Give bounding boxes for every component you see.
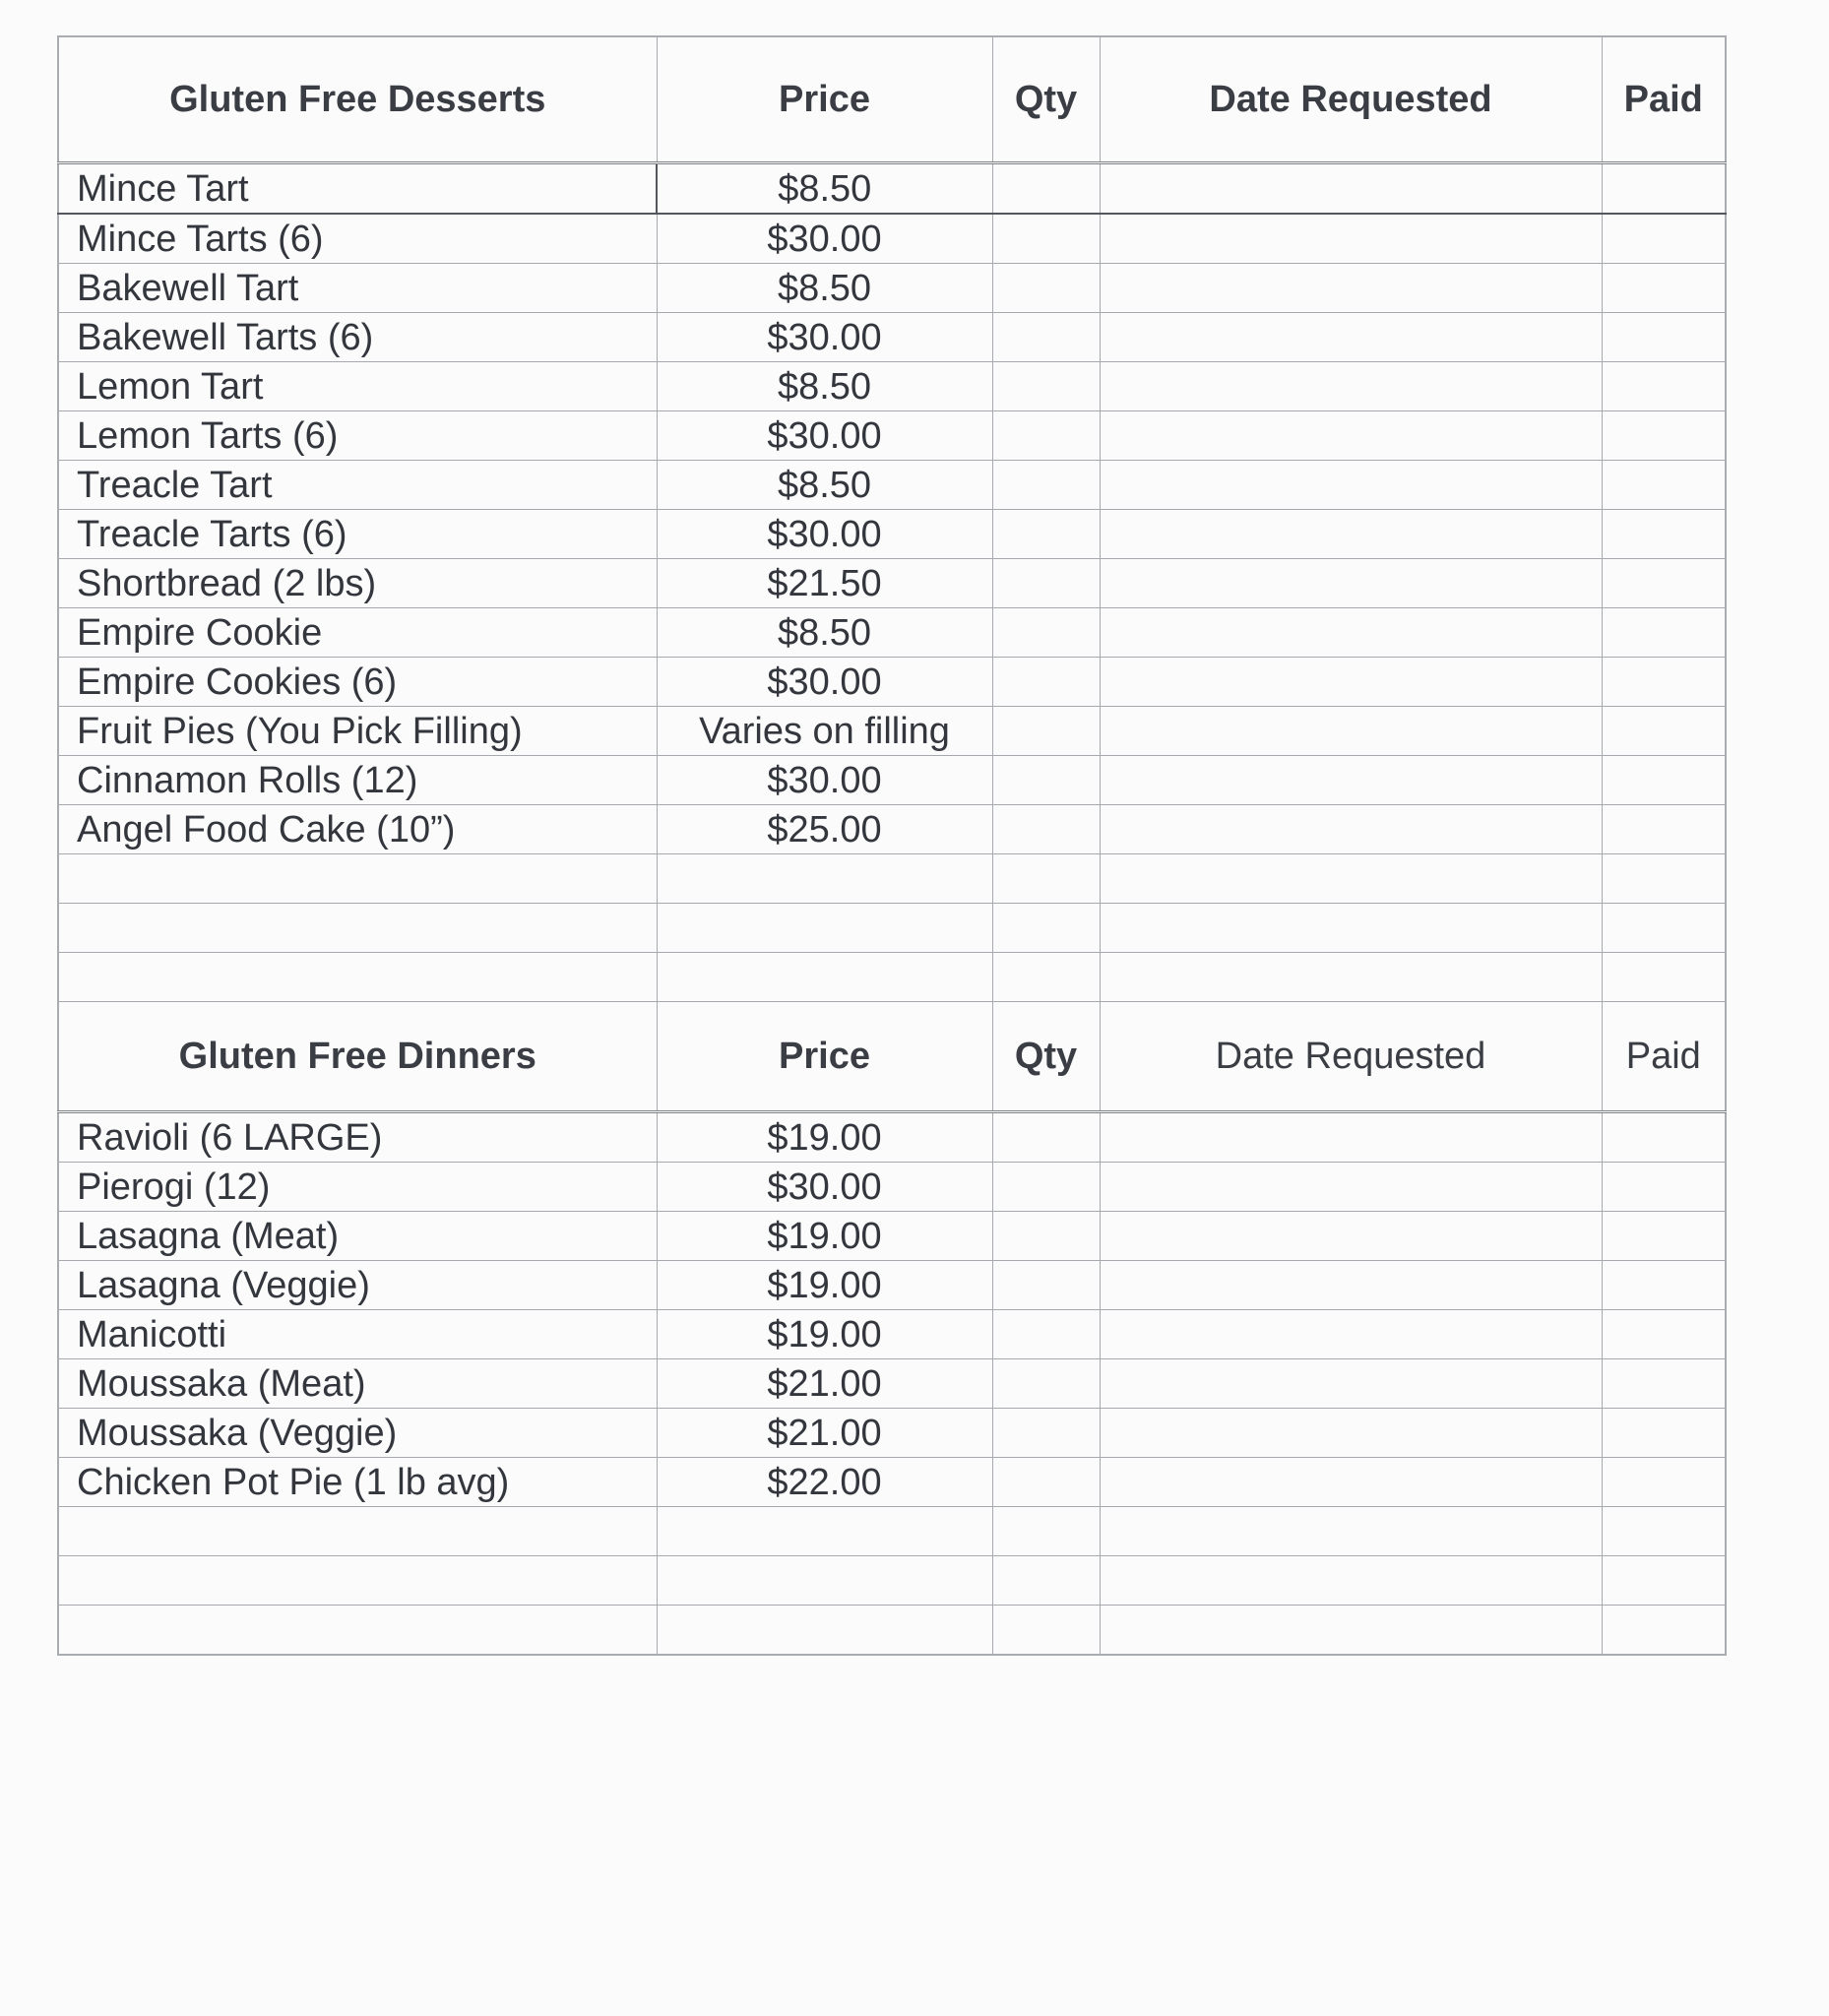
item-price: $21.50 bbox=[657, 559, 992, 608]
qty-cell[interactable] bbox=[992, 1458, 1100, 1507]
qty-cell[interactable] bbox=[992, 904, 1100, 953]
paid-cell[interactable] bbox=[1602, 1163, 1726, 1212]
paid-cell[interactable] bbox=[1602, 264, 1726, 313]
qty-cell[interactable] bbox=[992, 953, 1100, 1002]
dessert-row bbox=[58, 707, 1726, 756]
item-name: Lasagna (Meat) bbox=[58, 1212, 657, 1261]
qty-cell[interactable] bbox=[992, 1606, 1100, 1656]
dinners-paid-header: Paid bbox=[1602, 1002, 1726, 1112]
qty-cell[interactable] bbox=[992, 1409, 1100, 1458]
dinners-section-title: Gluten Free Dinners bbox=[58, 1002, 657, 1112]
date-requested-cell[interactable] bbox=[1100, 1261, 1602, 1310]
item-name: Empire Cookies (6) bbox=[58, 658, 657, 707]
item-price: $30.00 bbox=[657, 411, 992, 461]
blank-item-cell[interactable] bbox=[58, 904, 657, 953]
item-price: $25.00 bbox=[657, 805, 992, 854]
date-requested-cell[interactable] bbox=[1100, 904, 1602, 953]
dessert-row bbox=[58, 264, 1726, 313]
item-price: $8.50 bbox=[657, 362, 992, 411]
date-requested-cell[interactable] bbox=[1100, 707, 1602, 756]
paid-cell[interactable] bbox=[1602, 1112, 1726, 1163]
paid-cell[interactable] bbox=[1602, 411, 1726, 461]
qty-cell[interactable] bbox=[992, 411, 1100, 461]
date-requested-cell[interactable] bbox=[1100, 264, 1602, 313]
dinner-row bbox=[58, 1359, 1726, 1409]
date-requested-cell[interactable] bbox=[1100, 1606, 1602, 1656]
qty-cell[interactable] bbox=[992, 1163, 1100, 1212]
blank-row bbox=[58, 953, 1726, 1002]
blank-item-cell[interactable] bbox=[58, 1606, 657, 1656]
paid-cell[interactable] bbox=[1602, 163, 1726, 215]
qty-cell[interactable] bbox=[992, 854, 1100, 904]
item-name: Mince Tart bbox=[58, 163, 657, 215]
order-form-table bbox=[57, 35, 1727, 1656]
dinner-row bbox=[58, 1409, 1726, 1458]
qty-cell[interactable] bbox=[992, 461, 1100, 510]
date-requested-cell[interactable] bbox=[1100, 953, 1602, 1002]
dessert-row bbox=[58, 805, 1726, 854]
date-requested-cell[interactable] bbox=[1100, 461, 1602, 510]
date-requested-cell[interactable] bbox=[1100, 658, 1602, 707]
paid-cell[interactable] bbox=[1602, 904, 1726, 953]
paid-cell[interactable] bbox=[1602, 953, 1726, 1002]
blank-row bbox=[58, 1507, 1726, 1556]
dessert-row bbox=[58, 362, 1726, 411]
item-price: $30.00 bbox=[657, 510, 992, 559]
date-requested-cell[interactable] bbox=[1100, 510, 1602, 559]
paid-cell[interactable] bbox=[1602, 510, 1726, 559]
blank-item-cell[interactable] bbox=[58, 953, 657, 1002]
date-requested-cell[interactable] bbox=[1100, 411, 1602, 461]
item-name: Cinnamon Rolls (12) bbox=[58, 756, 657, 805]
item-name: Moussaka (Meat) bbox=[58, 1359, 657, 1409]
item-name: Mince Tarts (6) bbox=[58, 214, 657, 264]
item-name: Ravioli (6 LARGE) bbox=[58, 1112, 657, 1163]
qty-cell[interactable] bbox=[992, 1310, 1100, 1359]
item-price: $21.00 bbox=[657, 1409, 992, 1458]
paid-cell[interactable] bbox=[1602, 707, 1726, 756]
dessert-row bbox=[58, 313, 1726, 362]
date-requested-cell[interactable] bbox=[1100, 1212, 1602, 1261]
paid-cell[interactable] bbox=[1602, 1458, 1726, 1507]
qty-cell[interactable] bbox=[992, 1261, 1100, 1310]
paid-cell[interactable] bbox=[1602, 756, 1726, 805]
dessert-row bbox=[58, 510, 1726, 559]
qty-cell[interactable] bbox=[992, 756, 1100, 805]
item-name: Fruit Pies (You Pick Filling) bbox=[58, 707, 657, 756]
item-name: Lemon Tarts (6) bbox=[58, 411, 657, 461]
qty-cell[interactable] bbox=[992, 1556, 1100, 1606]
item-price: Varies on filling bbox=[657, 707, 992, 756]
paid-cell[interactable] bbox=[1602, 1212, 1726, 1261]
blank-price-cell[interactable] bbox=[657, 1556, 992, 1606]
dinner-row bbox=[58, 1458, 1726, 1507]
item-name: Bakewell Tarts (6) bbox=[58, 313, 657, 362]
desserts-qty-header: Qty bbox=[992, 36, 1100, 163]
date-requested-cell[interactable] bbox=[1100, 608, 1602, 658]
paid-cell[interactable] bbox=[1602, 1556, 1726, 1606]
paid-cell[interactable] bbox=[1602, 362, 1726, 411]
date-requested-cell[interactable] bbox=[1100, 1458, 1602, 1507]
item-price: $30.00 bbox=[657, 1163, 992, 1212]
paid-cell[interactable] bbox=[1602, 1409, 1726, 1458]
desserts-date-header: Date Requested bbox=[1100, 36, 1602, 163]
dinner-row bbox=[58, 1112, 1726, 1163]
date-requested-cell[interactable] bbox=[1100, 559, 1602, 608]
blank-item-cell[interactable] bbox=[58, 1556, 657, 1606]
item-price: $22.00 bbox=[657, 1458, 992, 1507]
item-price: $8.50 bbox=[657, 608, 992, 658]
item-name: Empire Cookie bbox=[58, 608, 657, 658]
date-requested-cell[interactable] bbox=[1100, 1409, 1602, 1458]
desserts-section-title: Gluten Free Desserts bbox=[58, 36, 657, 163]
qty-cell[interactable] bbox=[992, 805, 1100, 854]
date-requested-cell[interactable] bbox=[1100, 1359, 1602, 1409]
date-requested-cell[interactable] bbox=[1100, 1163, 1602, 1212]
paid-cell[interactable] bbox=[1602, 1261, 1726, 1310]
item-name: Lasagna (Veggie) bbox=[58, 1261, 657, 1310]
dessert-row bbox=[58, 411, 1726, 461]
item-price: $19.00 bbox=[657, 1261, 992, 1310]
paid-cell[interactable] bbox=[1602, 658, 1726, 707]
item-price: $19.00 bbox=[657, 1112, 992, 1163]
item-name: Pierogi (12) bbox=[58, 1163, 657, 1212]
qty-cell[interactable] bbox=[992, 1359, 1100, 1409]
desserts-paid-header: Paid bbox=[1602, 36, 1726, 163]
blank-item-cell[interactable] bbox=[58, 854, 657, 904]
dessert-row bbox=[58, 559, 1726, 608]
paid-cell[interactable] bbox=[1602, 461, 1726, 510]
dessert-row bbox=[58, 163, 1726, 215]
item-price: $19.00 bbox=[657, 1212, 992, 1261]
date-requested-cell[interactable] bbox=[1100, 362, 1602, 411]
date-requested-cell[interactable] bbox=[1100, 854, 1602, 904]
dinners-date-header: Date Requested bbox=[1100, 1002, 1602, 1112]
qty-cell[interactable] bbox=[992, 1212, 1100, 1261]
date-requested-cell[interactable] bbox=[1100, 1112, 1602, 1163]
item-name: Treacle Tart bbox=[58, 461, 657, 510]
blank-row bbox=[58, 1556, 1726, 1606]
qty-cell[interactable] bbox=[992, 608, 1100, 658]
date-requested-cell[interactable] bbox=[1100, 313, 1602, 362]
qty-cell[interactable] bbox=[992, 658, 1100, 707]
dinner-row bbox=[58, 1212, 1726, 1261]
dessert-row bbox=[58, 461, 1726, 510]
blank-price-cell[interactable] bbox=[657, 1606, 992, 1656]
item-name: Moussaka (Veggie) bbox=[58, 1409, 657, 1458]
item-price: $8.50 bbox=[657, 163, 992, 215]
qty-cell[interactable] bbox=[992, 313, 1100, 362]
date-requested-cell[interactable] bbox=[1100, 1310, 1602, 1359]
qty-cell[interactable] bbox=[992, 1112, 1100, 1163]
blank-price-cell[interactable] bbox=[657, 953, 992, 1002]
date-requested-cell[interactable] bbox=[1100, 805, 1602, 854]
item-price: $19.00 bbox=[657, 1310, 992, 1359]
paid-cell[interactable] bbox=[1602, 805, 1726, 854]
item-price: $30.00 bbox=[657, 214, 992, 264]
desserts-header-row bbox=[58, 36, 1726, 163]
item-name: Bakewell Tart bbox=[58, 264, 657, 313]
paid-cell[interactable] bbox=[1602, 1507, 1726, 1556]
blank-price-cell[interactable] bbox=[657, 904, 992, 953]
paid-cell[interactable] bbox=[1602, 608, 1726, 658]
item-name: Angel Food Cake (10”) bbox=[58, 805, 657, 854]
paid-cell[interactable] bbox=[1602, 1359, 1726, 1409]
item-name: Shortbread (2 lbs) bbox=[58, 559, 657, 608]
dinner-row bbox=[58, 1261, 1726, 1310]
item-price: $8.50 bbox=[657, 461, 992, 510]
qty-cell[interactable] bbox=[992, 559, 1100, 608]
paid-cell[interactable] bbox=[1602, 559, 1726, 608]
item-name: Manicotti bbox=[58, 1310, 657, 1359]
paid-cell[interactable] bbox=[1602, 214, 1726, 264]
item-price: $30.00 bbox=[657, 756, 992, 805]
qty-cell[interactable] bbox=[992, 362, 1100, 411]
item-price: $30.00 bbox=[657, 313, 992, 362]
dinners-header-row bbox=[58, 1002, 1726, 1112]
item-price: $30.00 bbox=[657, 658, 992, 707]
paid-cell[interactable] bbox=[1602, 1606, 1726, 1656]
item-name: Chicken Pot Pie (1 lb avg) bbox=[58, 1458, 657, 1507]
blank-row bbox=[58, 904, 1726, 953]
blank-price-cell[interactable] bbox=[657, 854, 992, 904]
qty-cell[interactable] bbox=[992, 264, 1100, 313]
date-requested-cell[interactable] bbox=[1100, 1507, 1602, 1556]
item-name: Treacle Tarts (6) bbox=[58, 510, 657, 559]
date-requested-cell[interactable] bbox=[1100, 756, 1602, 805]
dinners-qty-header: Qty bbox=[992, 1002, 1100, 1112]
dinners-price-header: Price bbox=[657, 1002, 992, 1112]
blank-row bbox=[58, 1606, 1726, 1656]
date-requested-cell[interactable] bbox=[1100, 163, 1602, 215]
desserts-price-header: Price bbox=[657, 36, 992, 163]
qty-cell[interactable] bbox=[992, 163, 1100, 215]
dessert-row bbox=[58, 658, 1726, 707]
item-name: Lemon Tart bbox=[58, 362, 657, 411]
dessert-row bbox=[58, 608, 1726, 658]
dinner-row bbox=[58, 1310, 1726, 1359]
qty-cell[interactable] bbox=[992, 707, 1100, 756]
date-requested-cell[interactable] bbox=[1100, 1556, 1602, 1606]
blank-price-cell[interactable] bbox=[657, 1507, 992, 1556]
qty-cell[interactable] bbox=[992, 510, 1100, 559]
paid-cell[interactable] bbox=[1602, 313, 1726, 362]
dessert-row bbox=[58, 214, 1726, 264]
blank-item-cell[interactable] bbox=[58, 1507, 657, 1556]
qty-cell[interactable] bbox=[992, 214, 1100, 264]
blank-row bbox=[58, 854, 1726, 904]
item-price: $8.50 bbox=[657, 264, 992, 313]
date-requested-cell[interactable] bbox=[1100, 214, 1602, 264]
paid-cell[interactable] bbox=[1602, 854, 1726, 904]
qty-cell[interactable] bbox=[992, 1507, 1100, 1556]
dessert-row bbox=[58, 756, 1726, 805]
item-price: $21.00 bbox=[657, 1359, 992, 1409]
dinner-row bbox=[58, 1163, 1726, 1212]
paid-cell[interactable] bbox=[1602, 1310, 1726, 1359]
